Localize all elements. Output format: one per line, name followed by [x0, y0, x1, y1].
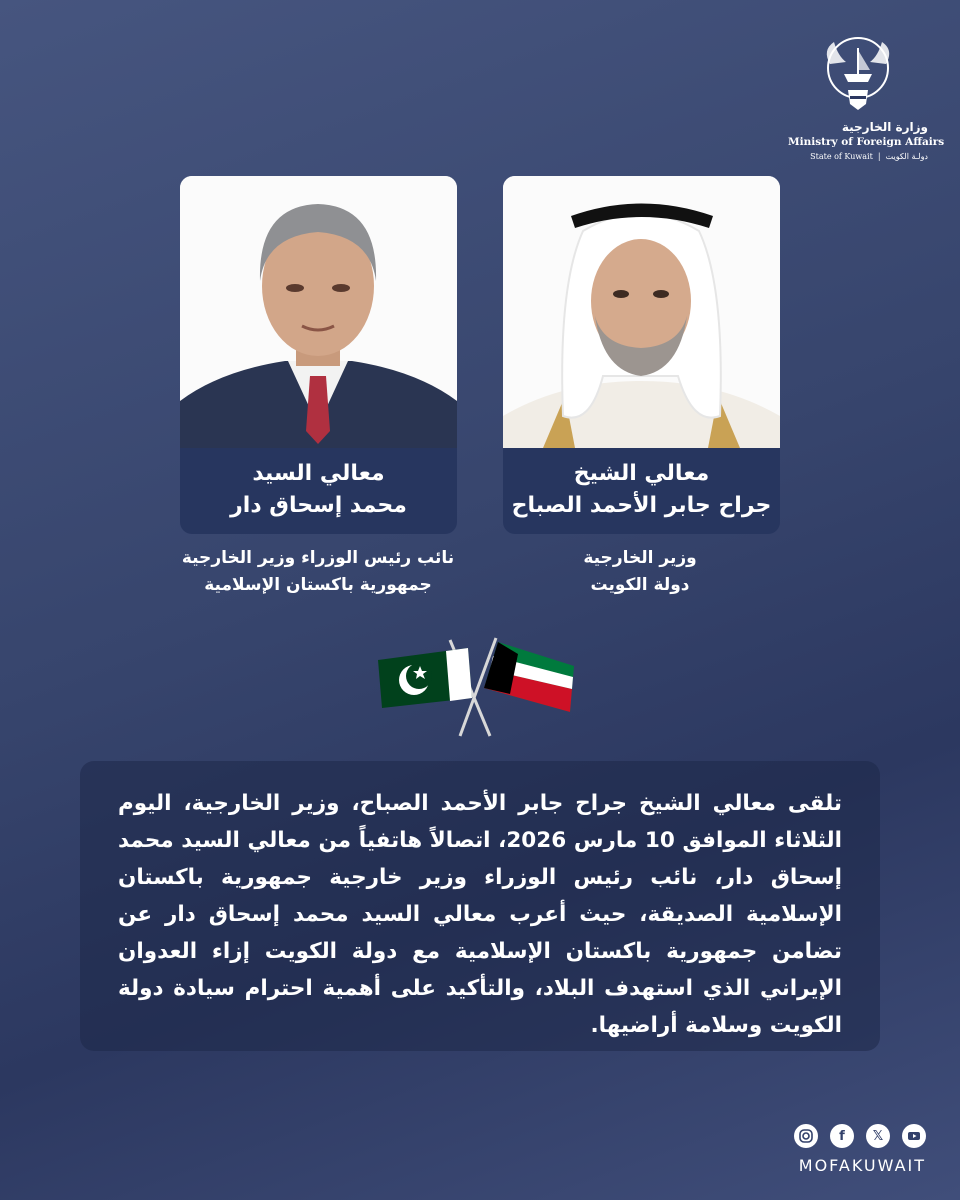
social-handle: MOFAKUWAIT [798, 1156, 926, 1175]
portrait-illustration [180, 176, 457, 448]
state-line: State of Kuwait | دولـة الكويت [810, 152, 928, 161]
pakistan-minister-photo [180, 176, 457, 448]
pakistan-flag-icon [378, 648, 472, 708]
x-icon[interactable]: 𝕏 [866, 1124, 890, 1148]
kuwait-minister-photo [503, 176, 780, 448]
kuwait-minister-card [503, 176, 780, 534]
state-english: State of Kuwait [810, 152, 873, 161]
pakistan-minister-name: محمد إسحاق دار [230, 493, 407, 518]
ministry-name-arabic: وزارة الخارجية [841, 120, 928, 134]
social-footer [776, 1124, 926, 1175]
instagram-icon[interactable] [794, 1124, 818, 1148]
news-body: تلقى معالي الشيخ جراح جابر الأحمد الصباح، وزير الخارجية، اليوم الثلاثاء الموافق 10 مارس 2026، اتصالاً هاتفياً من معالي السيد محمد إسحاق دار، نائب رئيس الوزراء وزير خارجية جمهورية باكستان الإسلامية الصديقة، حيث أعرب معالي السيد محمد إسحاق دار عن تضامن جمهورية باكستان الإسلامية مع دولة الكويت إزاء العدوان الإيراني الذي استهدف البلاد، والتأكيد على أهمية احترام سيادة دولة الكويت وسلامة أراضيها. [118, 791, 842, 1038]
pakistan-country: جمهورية باكستان الإسلامية [204, 575, 432, 595]
news-text-box [80, 761, 880, 1051]
pakistan-minister-title: نائب رئيس الوزراء وزير الخارجية [181, 548, 455, 568]
pakistan-minister-card [180, 176, 457, 534]
kuwait-minister-namebox [503, 446, 780, 534]
kuwait-minister-title: وزير الخارجية [583, 548, 697, 568]
portrait-illustration [503, 176, 780, 448]
kuwait-flag-icon [484, 642, 574, 712]
pakistan-minister-namebox [180, 446, 457, 534]
ministry-name-english: Ministry of Foreign Affairs [788, 136, 945, 148]
crossed-flags-icon [372, 632, 582, 742]
ministry-logo [788, 30, 945, 161]
youtube-icon[interactable] [902, 1124, 926, 1148]
pakistan-minister-role [168, 545, 468, 599]
kuwait-country: دولة الكويت [590, 575, 690, 595]
kuwait-emblem-icon [816, 30, 900, 114]
kuwait-minister-honorific: معالي الشيخ [573, 461, 710, 486]
kuwait-minister-role [490, 545, 790, 599]
state-arabic: دولـة الكويت [885, 152, 928, 161]
kuwait-minister-name: جراح جابر الأحمد الصباح [511, 493, 772, 518]
social-icons [776, 1124, 926, 1148]
facebook-icon[interactable]: f [830, 1124, 854, 1148]
pakistan-minister-honorific: معالي السيد [252, 461, 385, 486]
